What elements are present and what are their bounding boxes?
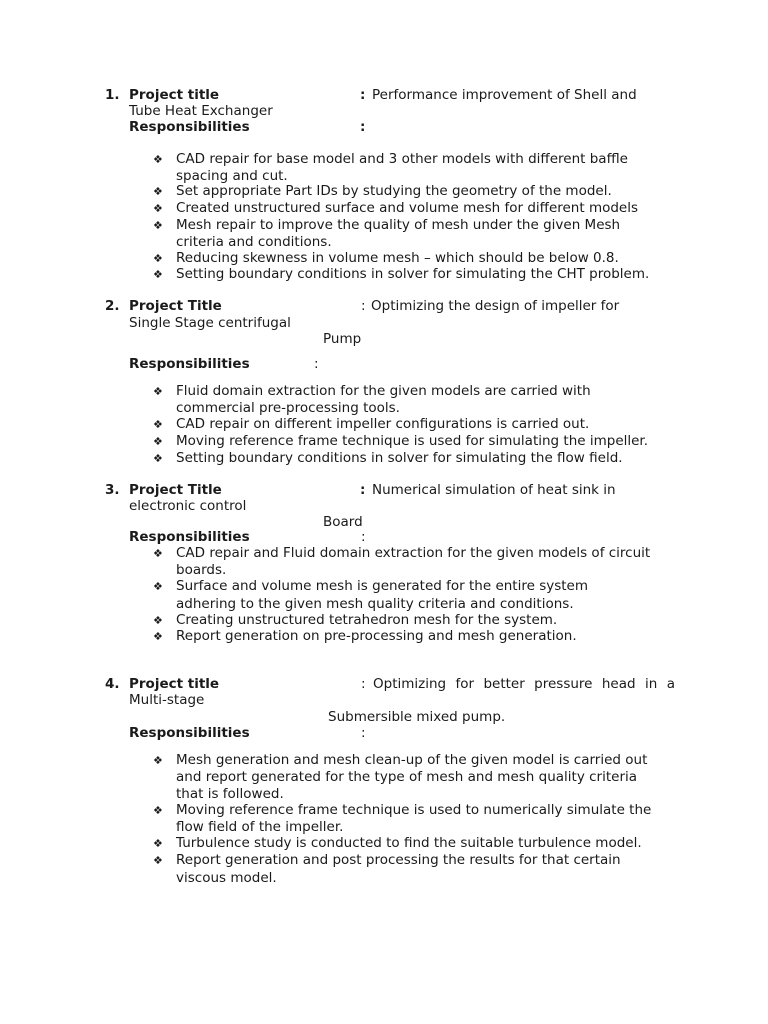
responsibilities-label: Responsibilities	[129, 529, 250, 545]
project-title-text: Optimizing the design of impeller for	[371, 298, 620, 314]
bullet-text: Set appropriate Part IDs by studying the geometry of the model.	[176, 183, 612, 199]
bullet-text: Setting boundary conditions in solver for simulating the flow field.	[176, 450, 623, 466]
project-title-text: Board	[323, 514, 363, 530]
label-colon: :	[361, 676, 366, 692]
bullet-text: boards.	[176, 562, 227, 578]
bullet-text: Turbulence study is conducted to find the suitable turbulence model.	[176, 835, 642, 851]
project-title-text: Numerical simulation of heat sink in	[372, 482, 616, 498]
label-colon: :	[360, 87, 366, 103]
project-number: 2.	[105, 298, 120, 314]
bullet-icon: ❖	[153, 837, 163, 850]
bullet-text: Surface and volume mesh is generated for the entire system	[176, 578, 589, 594]
bullet-icon: ❖	[153, 219, 163, 232]
bullet-text: Reducing skewness in volume mesh – which should be below 0.8.	[176, 250, 619, 266]
bullet-text: Report generation on pre-processing and mesh generation.	[176, 628, 577, 644]
bullet-icon: ❖	[153, 804, 163, 817]
project-number: 3.	[105, 482, 120, 498]
bullet-text: spacing and cut.	[176, 168, 288, 184]
project-title-text: Optimizing for better pressure head in a	[373, 676, 675, 692]
label-colon: :	[360, 482, 366, 498]
bullet-icon: ❖	[153, 435, 163, 448]
bullet-text: Mesh repair to improve the quality of mesh under the given Mesh	[176, 217, 621, 233]
project-title-text: Submersible mixed pump.	[328, 709, 506, 725]
bullet-icon: ❖	[153, 252, 163, 265]
label-colon: :	[361, 529, 366, 545]
bullet-text: commercial pre-processing tools.	[176, 400, 400, 416]
bullet-text: criteria and conditions.	[176, 234, 332, 250]
bullet-text: Creating unstructured tetrahedron mesh for the system.	[176, 612, 558, 628]
label-colon: :	[314, 356, 319, 372]
bullet-text: Report generation and post processing the results for that certain	[176, 852, 621, 868]
project-title-text: Pump	[323, 331, 362, 347]
project-title-label: Project Title	[129, 298, 222, 314]
project-number: 4.	[105, 676, 120, 692]
bullet-icon: ❖	[153, 153, 163, 166]
responsibilities-label: Responsibilities	[129, 725, 250, 741]
bullet-icon: ❖	[153, 268, 163, 281]
bullet-icon: ❖	[153, 202, 163, 215]
bullet-text: Moving reference frame technique is used to numerically simulate the	[176, 802, 652, 818]
label-colon: :	[361, 298, 366, 314]
bullet-text: Moving reference frame technique is used for simulating the impeller.	[176, 433, 649, 449]
bullet-text: adhering to the given mesh quality criteria and conditions.	[176, 596, 574, 612]
bullet-icon: ❖	[153, 630, 163, 643]
bullet-text: Mesh generation and mesh clean-up of the given model is carried out	[176, 752, 648, 768]
project-number: 1.	[105, 87, 120, 103]
project-title-text: Multi-stage	[129, 692, 205, 708]
bullet-text: CAD repair on different impeller configurations is carried out.	[176, 416, 590, 432]
bullet-text: Setting boundary conditions in solver for simulating the CHT problem.	[176, 266, 650, 282]
bullet-icon: ❖	[153, 854, 163, 867]
bullet-text: flow field of the impeller.	[176, 819, 344, 835]
bullet-icon: ❖	[153, 614, 163, 627]
responsibilities-label: Responsibilities	[129, 356, 250, 372]
project-title-label: Project title	[129, 87, 220, 103]
project-title-text: Tube Heat Exchanger	[129, 103, 273, 119]
bullet-icon: ❖	[153, 185, 163, 198]
project-title-text: electronic control	[129, 498, 247, 514]
bullet-text: CAD repair for base model and 3 other models with different baffle	[176, 151, 628, 167]
bullet-text: and report generated for the type of mesh and mesh quality criteria	[176, 769, 638, 785]
bullet-icon: ❖	[153, 754, 163, 767]
bullet-text: Fluid domain extraction for the given models are carried with	[176, 383, 591, 399]
bullet-icon: ❖	[153, 580, 163, 593]
bullet-icon: ❖	[153, 452, 163, 465]
bullet-icon: ❖	[153, 385, 163, 398]
label-colon: :	[360, 119, 366, 135]
bullet-text: CAD repair and Fluid domain extraction for the given models of circuit	[176, 545, 651, 561]
bullet-icon: ❖	[153, 547, 163, 560]
bullet-icon: ❖	[153, 418, 163, 431]
bullet-text: viscous model.	[176, 870, 277, 886]
project-title-label: Project Title	[129, 482, 222, 498]
project-title-label: Project title	[129, 676, 220, 692]
bullet-text: that is followed.	[176, 786, 284, 802]
bullet-text: Created unstructured surface and volume mesh for different models	[176, 200, 639, 216]
project-title-text: Performance improvement of Shell and	[372, 87, 637, 103]
responsibilities-label: Responsibilities	[129, 119, 250, 135]
label-colon: :	[361, 725, 366, 741]
project-title-text: Single Stage centrifugal	[129, 315, 291, 331]
